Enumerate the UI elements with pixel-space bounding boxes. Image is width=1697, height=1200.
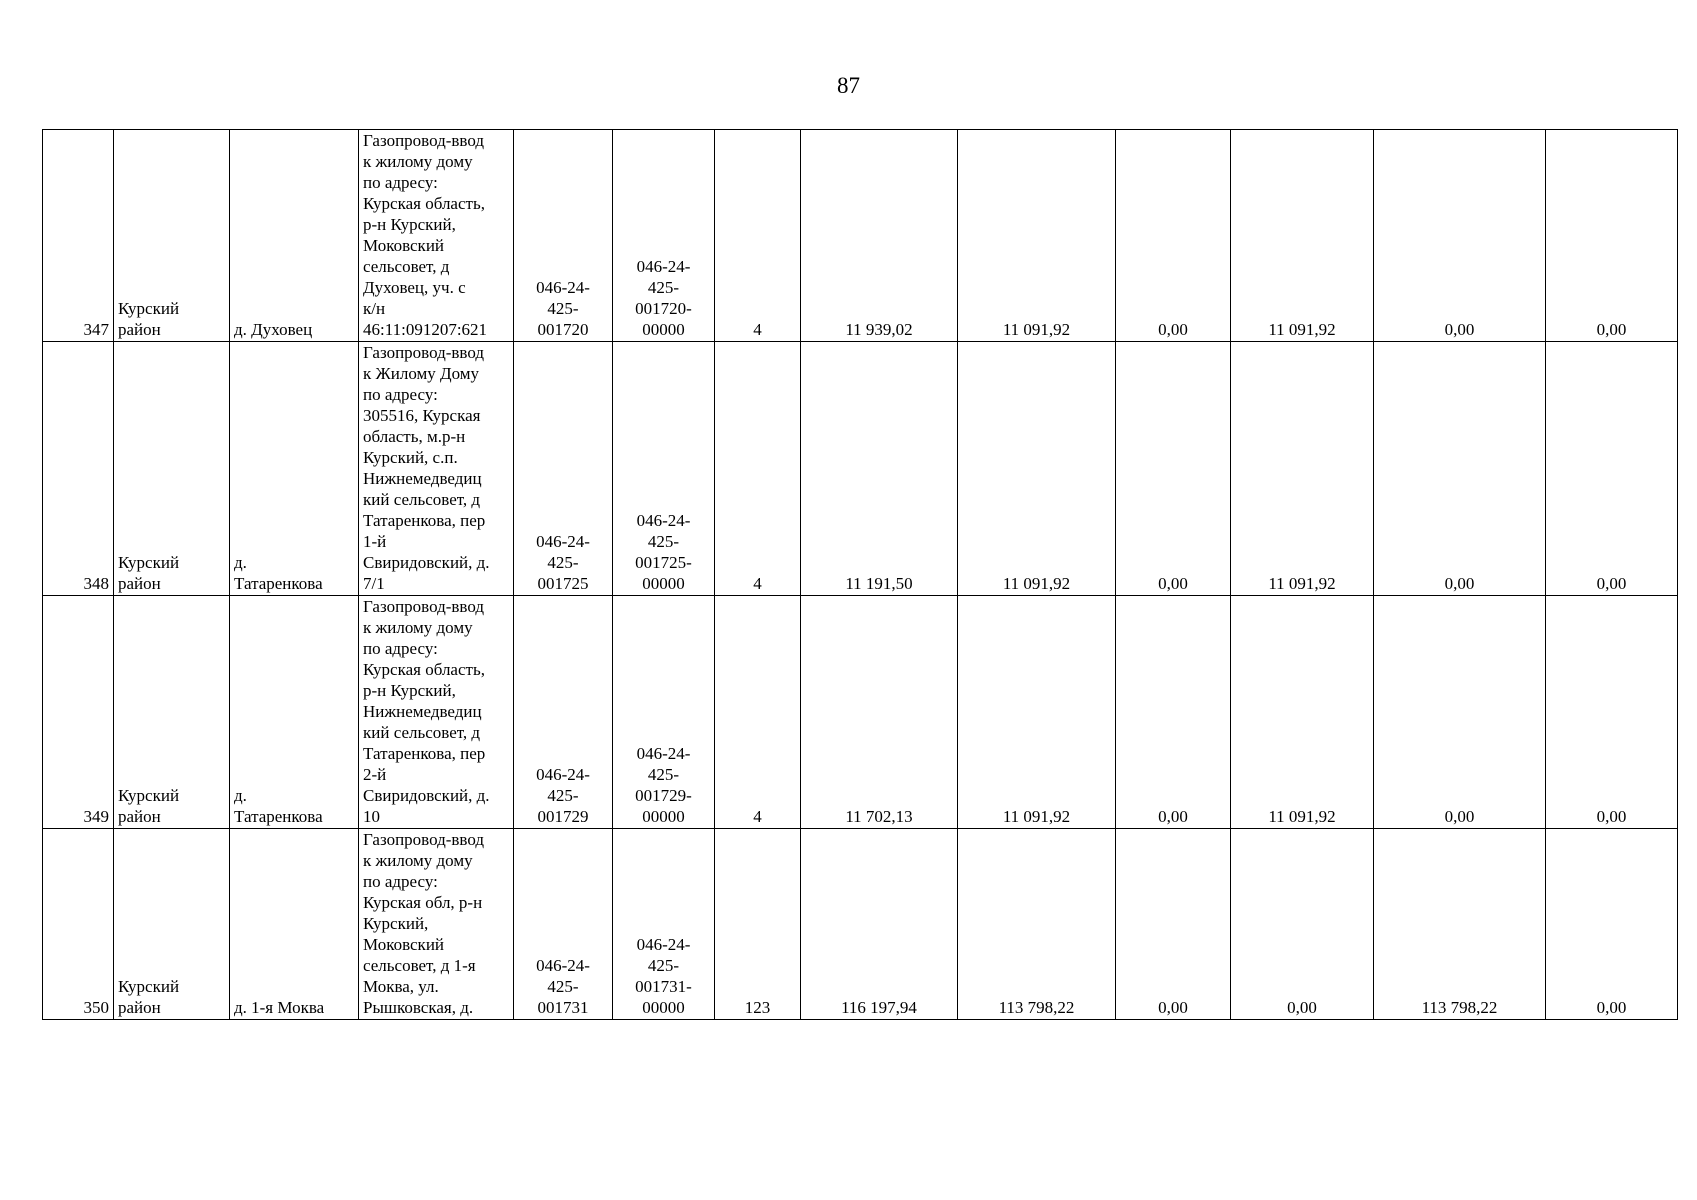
settlement-cell: д. Татаренкова [230, 342, 359, 596]
table-row [43, 596, 1678, 829]
object-code-cell: 046-24- 425- 001725 [514, 342, 613, 596]
value-cell-5: 0,00 [1374, 596, 1546, 829]
value-cell-6: 0,00 [1546, 596, 1678, 829]
object-full-code-cell: 046-24- 425- 001729- 00000 [613, 596, 715, 829]
value-cell-3: 0,00 [1116, 342, 1231, 596]
value-cell-4: 11 091,92 [1231, 596, 1374, 829]
district-cell: Курский район [114, 829, 230, 1020]
district-cell: Курский район [114, 342, 230, 596]
object-code-cell: 046-24- 425- 001731 [514, 829, 613, 1020]
value-cell-6: 0,00 [1546, 130, 1678, 342]
quantity-cell: 4 [715, 596, 801, 829]
value-cell-1: 11 702,13 [801, 596, 958, 829]
table-row [43, 130, 1678, 342]
row-number-cell: 350 [43, 829, 114, 1020]
row-number-cell: 349 [43, 596, 114, 829]
value-cell-4: 11 091,92 [1231, 342, 1374, 596]
quantity-cell: 123 [715, 829, 801, 1020]
value-cell-3: 0,00 [1116, 596, 1231, 829]
value-cell-1: 11 191,50 [801, 342, 958, 596]
data-table [42, 129, 1678, 1020]
district-cell: Курский район [114, 596, 230, 829]
settlement-cell: д. Духовец [230, 130, 359, 342]
value-cell-2: 11 091,92 [958, 342, 1116, 596]
table-row [43, 829, 1678, 1020]
value-cell-1: 116 197,94 [801, 829, 958, 1020]
value-cell-5: 0,00 [1374, 130, 1546, 342]
table-row [43, 342, 1678, 596]
value-cell-5: 0,00 [1374, 342, 1546, 596]
district-cell: Курский район [114, 130, 230, 342]
object-full-code-cell: 046-24- 425- 001725- 00000 [613, 342, 715, 596]
value-cell-2: 11 091,92 [958, 596, 1116, 829]
value-cell-4: 0,00 [1231, 829, 1374, 1020]
value-cell-5: 113 798,22 [1374, 829, 1546, 1020]
settlement-cell: д. 1-я Моква [230, 829, 359, 1020]
row-number-cell: 348 [43, 342, 114, 596]
object-full-code-cell: 046-24- 425- 001720- 00000 [613, 130, 715, 342]
value-cell-1: 11 939,02 [801, 130, 958, 342]
object-code-cell: 046-24- 425- 001720 [514, 130, 613, 342]
settlement-cell: д. Татаренкова [230, 596, 359, 829]
value-cell-4: 11 091,92 [1231, 130, 1374, 342]
value-cell-2: 11 091,92 [958, 130, 1116, 342]
row-number-cell: 347 [43, 130, 114, 342]
value-cell-6: 0,00 [1546, 829, 1678, 1020]
value-cell-3: 0,00 [1116, 130, 1231, 342]
quantity-cell: 4 [715, 130, 801, 342]
object-full-code-cell: 046-24- 425- 001731- 00000 [613, 829, 715, 1020]
value-cell-2: 113 798,22 [958, 829, 1116, 1020]
object-description-cell: Газопровод-ввод к жилому дому по адресу: Курская обл, р-н Курский, Моковский сельсовет, д 1-я Моква, ул. Рышковская, д. [359, 829, 514, 1020]
page-number: 87 [837, 73, 860, 98]
value-cell-6: 0,00 [1546, 342, 1678, 596]
quantity-cell: 4 [715, 342, 801, 596]
object-code-cell: 046-24- 425- 001729 [514, 596, 613, 829]
value-cell-3: 0,00 [1116, 829, 1231, 1020]
object-description-cell: Газопровод-ввод к жилому дому по адресу: Курская область, р-н Курский, Нижнемедведиц кий сельсовет, д Татаренкова, пер 2-й Свиридовский, д. 10 [359, 596, 514, 829]
object-description-cell: Газопровод-ввод к жилому дому по адресу: Курская область, р-н Курский, Моковский сельсовет, д Духовец, уч. с к/н 46:11:091207:621 [359, 130, 514, 342]
object-description-cell: Газопровод-ввод к Жилому Дому по адресу: 305516, Курская область, м.р-н Курский, с.п. Нижнемедведиц кий сельсовет, д Татаренкова, пер 1-й Свиридовский, д. 7/1 [359, 342, 514, 596]
